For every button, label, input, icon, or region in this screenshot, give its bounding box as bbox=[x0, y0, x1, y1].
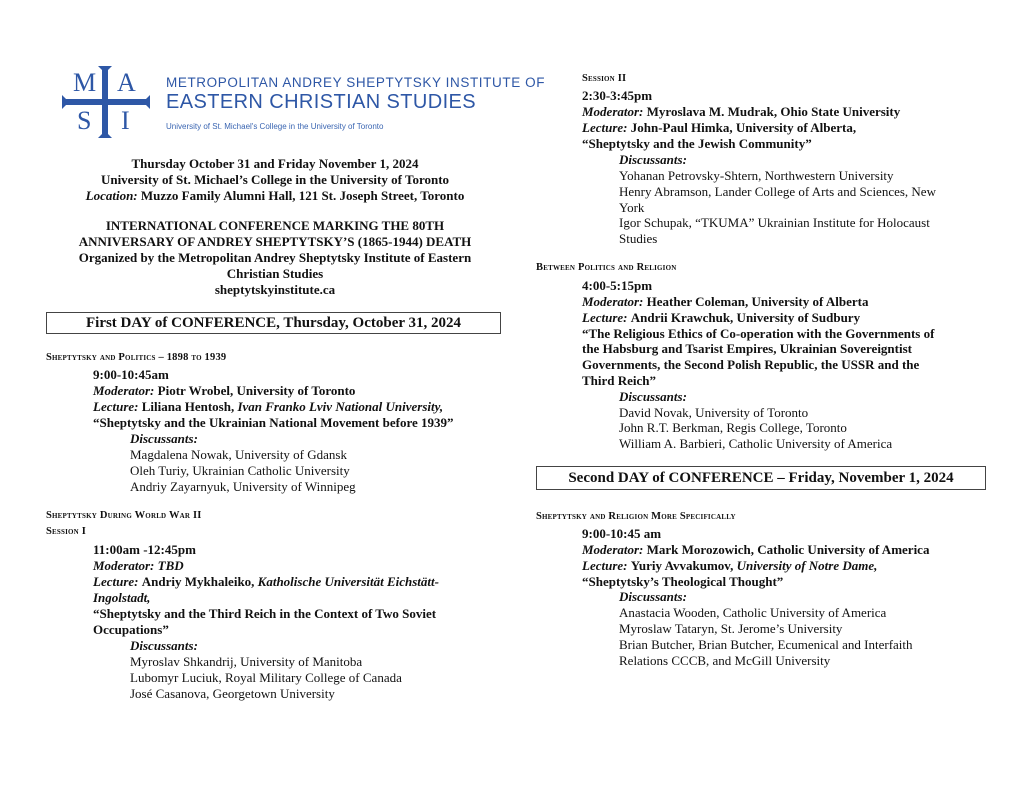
d2-talk: “Sheptytsky’s Theological Thought” bbox=[582, 574, 784, 589]
d2-discussant: Brian Butcher, Brian Butcher, Ecumenical and Interfaith bbox=[619, 637, 913, 652]
s1-talk: “Sheptytsky and the Ukrainian National Movement before 1939” bbox=[93, 415, 454, 430]
s3-moderator: Moderator: Myroslava M. Mudrak, Ohio State University bbox=[582, 104, 901, 119]
s2-discussants-label: Discussants: bbox=[130, 638, 198, 653]
logo-name-line1: METROPOLITAN ANDREY SHEPTYTSKY INSTITUTE OF bbox=[166, 75, 546, 90]
logo-letter-m: M bbox=[73, 68, 97, 97]
session-label: Session I bbox=[46, 526, 87, 537]
s4-moderator: Moderator: Heather Coleman, University of Alberta bbox=[582, 294, 869, 309]
s2-discussant: José Casanova, Georgetown University bbox=[130, 686, 335, 701]
s2-lecture: Lecture: Andriy Mykhaleiko, Katholische Universität Eichstätt- bbox=[93, 574, 439, 589]
day2-title-box bbox=[536, 466, 986, 490]
event-dates: Thursday October 31 and Friday November 1, 2024 bbox=[131, 156, 419, 171]
logo-letter-i: I bbox=[121, 106, 130, 135]
d2-discussants-label: Discussants: bbox=[619, 589, 687, 604]
d2-lecture: Lecture: Yuriy Avvakumov, University of Notre Dame, bbox=[582, 558, 878, 573]
day1-title: First DAY of CONFERENCE, Thursday, October 31, 2024 bbox=[85, 315, 462, 331]
s3-discussant: Yohanan Petrovsky-Shtern, Northwestern University bbox=[619, 168, 894, 183]
section-heading-ww2: Sheptytsky During World War II bbox=[46, 510, 202, 521]
s1-discussant: Oleh Turiy, Ukrainian Catholic University bbox=[130, 463, 350, 478]
s2-talk-cont: Occupations” bbox=[93, 622, 169, 637]
logo-letter-s: S bbox=[77, 106, 92, 135]
event-location: Location: Muzzo Family Alumni Hall, 121 St. Joseph Street, Toronto bbox=[85, 188, 465, 203]
s3-talk: “Sheptytsky and the Jewish Community” bbox=[582, 136, 812, 151]
s3-discussants-label: Discussants: bbox=[619, 152, 687, 167]
day1-title-box bbox=[46, 312, 501, 334]
s3-discussant: Igor Schupak, “TKUMA” Ukrainian Institute for Holocaust bbox=[619, 215, 930, 230]
s4-talk-cont: the Habsburg and Tsarist Empires, Ukrainian Sovereigntist bbox=[582, 341, 912, 356]
s4-discussant: John R.T. Berkman, Regis College, Toronto bbox=[619, 420, 847, 435]
event-university: University of St. Michael’s College in the University of Toronto bbox=[100, 172, 450, 187]
conference-title-line2: ANNIVERSARY OF ANDREY SHEPTYTSKY’S (1865-1944) DEATH bbox=[78, 234, 472, 249]
s4-talk: “The Religious Ethics of Co-operation with the Governments of bbox=[582, 326, 935, 341]
section-heading-politics: Sheptytsky and Politics – 1898 to 1939 bbox=[46, 352, 227, 363]
s1-lecture: Lecture: Liliana Hentosh, Ivan Franko Lviv National University, bbox=[93, 399, 444, 414]
conference-title bbox=[40, 218, 510, 298]
s4-talk-cont: Third Reich” bbox=[582, 373, 657, 388]
s4-lecture: Lecture: Andrii Krawchuk, University of Sudbury bbox=[582, 310, 861, 325]
section-heading-religion: Sheptytsky and Religion More Specifically bbox=[536, 511, 736, 522]
s2-talk: “Sheptytsky and the Third Reich in the Context of Two Soviet bbox=[93, 606, 437, 621]
s2-moderator: Moderator: TBD bbox=[93, 558, 184, 573]
s3-lecture: Lecture: John-Paul Himka, University of Alberta, bbox=[582, 120, 857, 135]
s4-discussants-label: Discussants: bbox=[619, 389, 687, 404]
s4-time: 4:00-5:15pm bbox=[582, 278, 653, 293]
conference-title-line1: INTERNATIONAL CONFERENCE MARKING THE 80TH bbox=[105, 218, 445, 233]
s2-lecture-affil-cont: Ingolstadt, bbox=[93, 590, 151, 605]
s3-discussant-cont: York bbox=[619, 200, 645, 215]
s4-talk-cont: Governments, the Second Polish Republic, the USSR and the bbox=[582, 357, 920, 372]
organized-by-line2: Christian Studies bbox=[226, 266, 324, 281]
institute-logo bbox=[62, 66, 546, 138]
logo-letter-a: A bbox=[117, 68, 136, 97]
s1-discussant: Andriy Zayarnyuk, University of Winnipeg bbox=[130, 479, 356, 494]
d2-discussant: Myroslaw Tataryn, St. Jerome’s University bbox=[619, 621, 843, 636]
event-info bbox=[40, 156, 510, 204]
s4-discussant: William A. Barbieri, Catholic University of America bbox=[619, 436, 893, 451]
s3-discussant-cont: Studies bbox=[619, 231, 658, 246]
logo-name-line2: EASTERN CHRISTIAN STUDIES bbox=[166, 91, 477, 113]
website: sheptytskyinstitute.ca bbox=[214, 282, 336, 297]
s2-discussant: Myroslav Shkandrij, University of Manitoba bbox=[130, 654, 363, 669]
s1-discussants-label: Discussants: bbox=[130, 431, 198, 446]
session-label: Session II bbox=[582, 73, 627, 84]
organized-by-line1: Organized by the Metropolitan Andrey Sheptytsky Institute of Eastern bbox=[78, 250, 472, 265]
d2-discussant: Anastacia Wooden, Catholic University of America bbox=[619, 605, 887, 620]
d2-time: 9:00-10:45 am bbox=[582, 526, 662, 541]
d2-discussant-cont: Relations CCCB, and McGill University bbox=[619, 653, 831, 668]
s4-discussant: David Novak, University of Toronto bbox=[619, 405, 809, 420]
s2-time: 11:00am -12:45pm bbox=[93, 542, 196, 557]
section-heading-politics-religion: Between Politics and Religion bbox=[536, 262, 677, 273]
s3-discussant: Henry Abramson, Lander College of Arts and Sciences, New bbox=[619, 184, 936, 199]
s3-time: 2:30-3:45pm bbox=[582, 88, 653, 103]
s1-time: 9:00-10:45am bbox=[93, 367, 169, 382]
day2-title: Second DAY of CONFERENCE – Friday, November 1, 2024 bbox=[568, 470, 954, 486]
s1-moderator: Moderator: Piotr Wrobel, University of Toronto bbox=[93, 383, 356, 398]
s1-discussant: Magdalena Nowak, University of Gdansk bbox=[130, 447, 347, 462]
logo-affiliation: University of St. Michael's College in the University of Toronto bbox=[166, 122, 384, 131]
s2-discussant: Lubomyr Luciuk, Royal Military College of Canada bbox=[130, 670, 402, 685]
d2-moderator: Moderator: Mark Morozowich, Catholic University of America bbox=[582, 542, 930, 557]
